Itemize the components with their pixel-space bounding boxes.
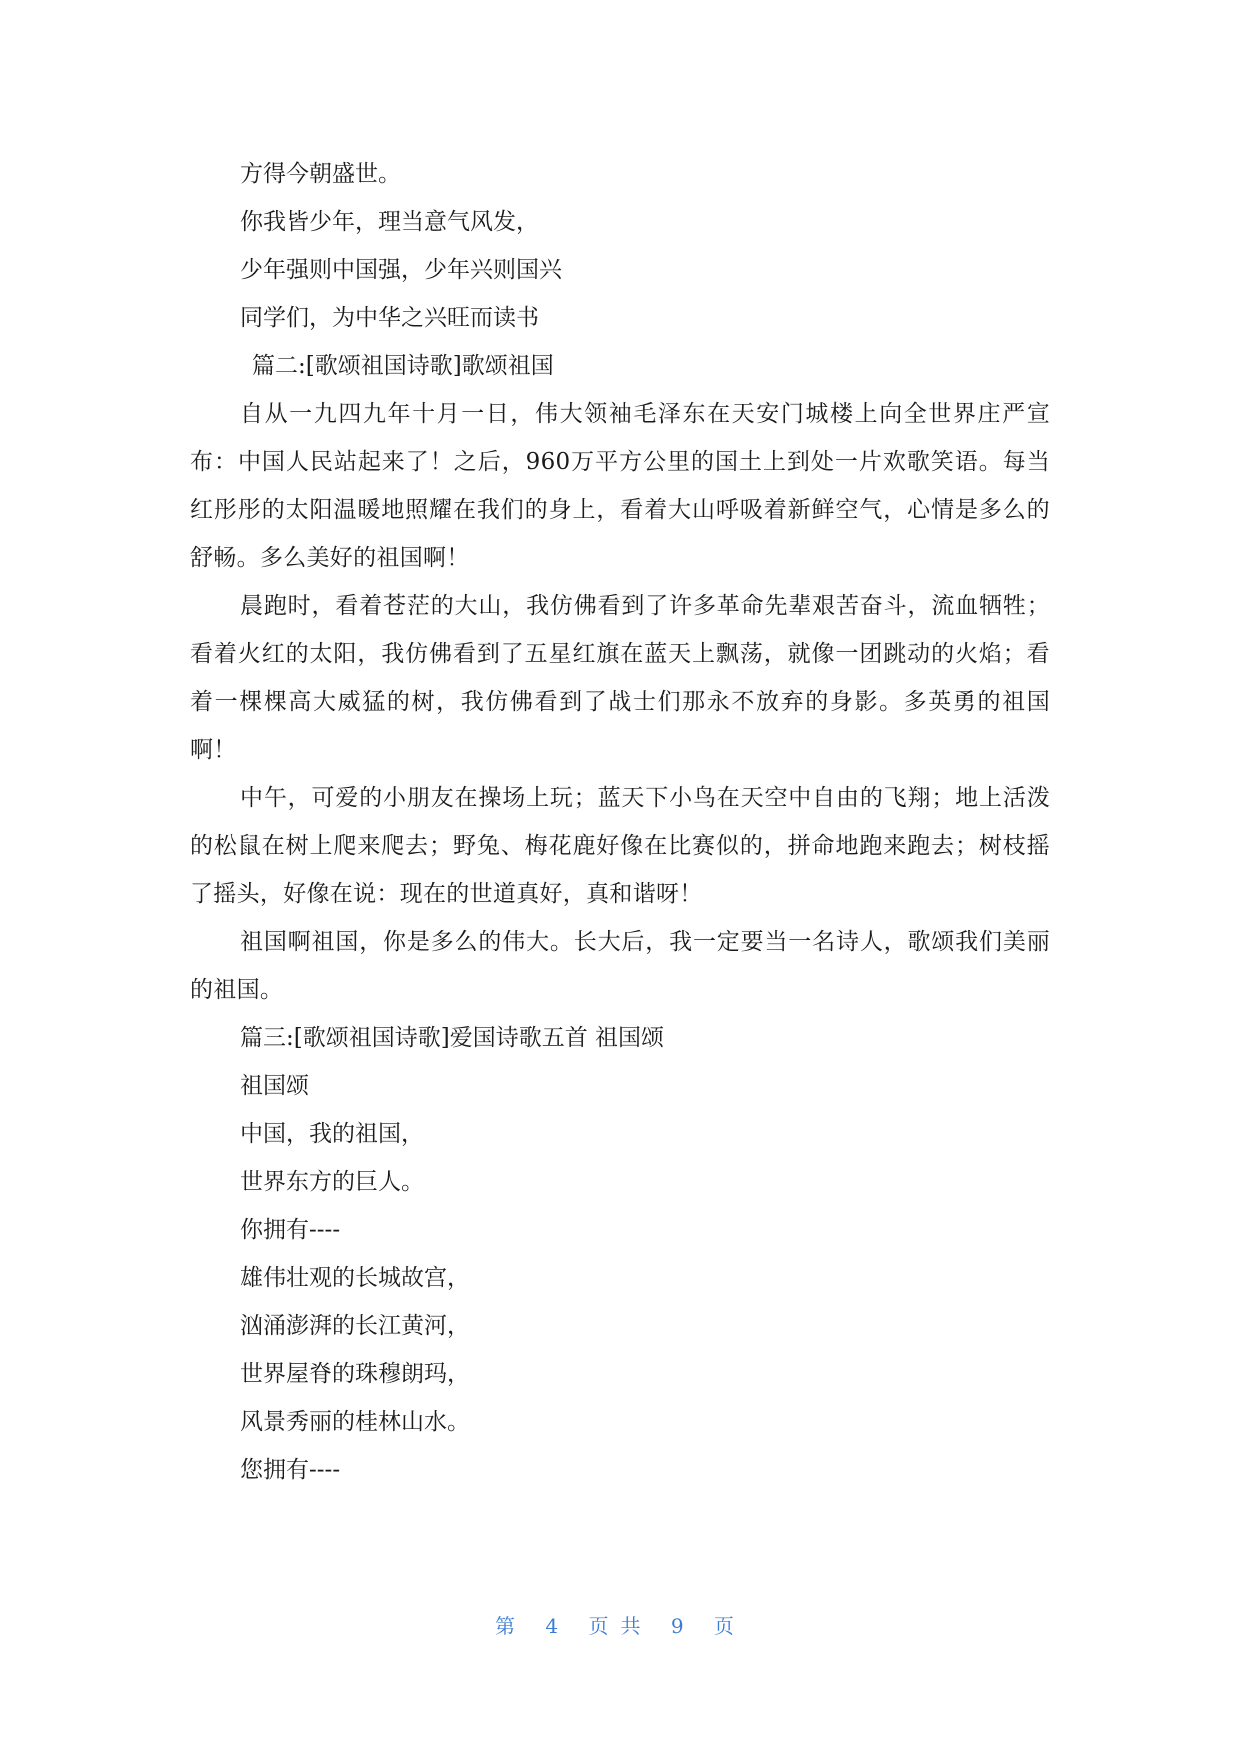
poem-line: 汹涌澎湃的长江黄河， bbox=[240, 1313, 470, 1339]
poem-line: 你拥有---- bbox=[240, 1217, 341, 1243]
poem-line: 雄伟壮观的长城故宫， bbox=[240, 1265, 470, 1291]
text-line: 同学们，为中华之兴旺而读书 bbox=[240, 305, 539, 331]
text-line: 少年强则中国强，少年兴则国兴 bbox=[240, 257, 562, 283]
text-line: 你我皆少年，理当意气风发， bbox=[240, 209, 539, 235]
poem-line: 您拥有---- bbox=[240, 1457, 341, 1483]
poem-line: 风景秀丽的桂林山水。 bbox=[240, 1409, 470, 1435]
document-body bbox=[190, 150, 1050, 1494]
paragraph: 祖国啊祖国，你是多么的伟大。长大后，我一定要当一名诗人，歌颂我们美丽的祖国。 bbox=[190, 929, 1050, 1003]
text-line: 方得今朝盛世。 bbox=[240, 161, 401, 187]
section-heading: 篇二:[歌颂祖国诗歌]歌颂祖国 bbox=[252, 353, 554, 379]
section-heading: 篇三:[歌颂祖国诗歌]爱国诗歌五首 祖国颂 bbox=[240, 1025, 665, 1051]
poem-title: 祖国颂 bbox=[240, 1073, 309, 1099]
poem-line: 世界屋脊的珠穆朗玛， bbox=[240, 1361, 470, 1387]
page-number: 第 4 页共 9 页 bbox=[495, 1614, 746, 1638]
paragraph: 自从一九四九年十月一日，伟大领袖毛泽东在天安门城楼上向全世界庄严宣布：中国人民站起来了！之后，960万平方公里的国土上到处一片欢歌笑语。每当红彤彤的太阳温暖地照耀在我们的身上，看着大山呼吸着新鲜空气，心情是多么的舒畅。多么美好的祖国啊！ bbox=[190, 401, 1050, 571]
poem-line: 世界东方的巨人。 bbox=[240, 1169, 424, 1195]
poem-line: 中国，我的祖国， bbox=[240, 1121, 424, 1147]
paragraph: 晨跑时，看着苍茫的大山，我仿佛看到了许多革命先辈艰苦奋斗，流血牺牲；看着火红的太阳，我仿佛看到了五星红旗在蓝天上飘荡，就像一团跳动的火焰；看着一棵棵高大威猛的树，我仿佛看到了战士们那永不放弃的身影。多英勇的祖国啊！ bbox=[190, 593, 1050, 763]
paragraph: 中午，可爱的小朋友在操场上玩；蓝天下小鸟在天空中自由的飞翔；地上活泼的松鼠在树上爬来爬去；野兔、梅花鹿好像在比赛似的，拼命地跑来跑去；树枝摇了摇头，好像在说：现在的世道真好，真和谐呀！ bbox=[190, 785, 1050, 907]
